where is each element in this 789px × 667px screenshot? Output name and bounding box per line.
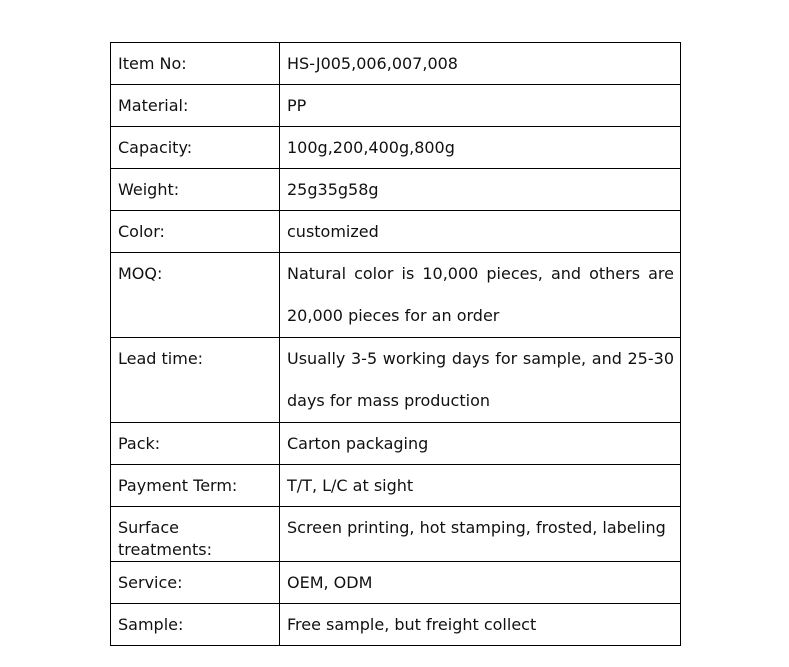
table-row-payment-term bbox=[111, 465, 681, 507]
table-row-service bbox=[111, 562, 681, 604]
table-row-material bbox=[111, 85, 681, 127]
table-row-color bbox=[111, 211, 681, 253]
surface-treatments-value: Screen printing, hot stamping, frosted, labeling bbox=[280, 507, 681, 562]
material-value: PP bbox=[280, 85, 681, 127]
lead-time-value: Usually 3-5 working days for sample, and 25-30 days for mass production bbox=[280, 338, 681, 423]
table-row-sample bbox=[111, 604, 681, 646]
capacity-value: 100g,200,400g,800g bbox=[280, 127, 681, 169]
sample-label: Sample: bbox=[111, 604, 280, 646]
color-label: Color: bbox=[111, 211, 280, 253]
item-no-value: HS-J005,006,007,008 bbox=[280, 43, 681, 85]
table-row-pack bbox=[111, 423, 681, 465]
table-row-moq bbox=[111, 253, 681, 338]
service-label: Service: bbox=[111, 562, 280, 604]
material-label: Material: bbox=[111, 85, 280, 127]
payment-term-value: T/T, L/C at sight bbox=[280, 465, 681, 507]
table-row-capacity bbox=[111, 127, 681, 169]
service-value: OEM, ODM bbox=[280, 562, 681, 604]
table-row-lead-time bbox=[111, 338, 681, 423]
table-row-surface-treatments bbox=[111, 507, 681, 562]
sample-value: Free sample, but freight collect bbox=[280, 604, 681, 646]
pack-value: Carton packaging bbox=[280, 423, 681, 465]
capacity-label: Capacity: bbox=[111, 127, 280, 169]
product-spec-table bbox=[110, 42, 681, 646]
surface-treatments-label: Surface treatments: bbox=[111, 507, 280, 562]
color-value: customized bbox=[280, 211, 681, 253]
pack-label: Pack: bbox=[111, 423, 280, 465]
weight-label: Weight: bbox=[111, 169, 280, 211]
moq-label: MOQ: bbox=[111, 253, 280, 338]
lead-time-label: Lead time: bbox=[111, 338, 280, 423]
table-row-item-no bbox=[111, 43, 681, 85]
weight-value: 25g35g58g bbox=[280, 169, 681, 211]
payment-term-label: Payment Term: bbox=[111, 465, 280, 507]
item-no-label: Item No: bbox=[111, 43, 280, 85]
moq-value: Natural color is 10,000 pieces, and others are 20,000 pieces for an order bbox=[280, 253, 681, 338]
table-row-weight bbox=[111, 169, 681, 211]
